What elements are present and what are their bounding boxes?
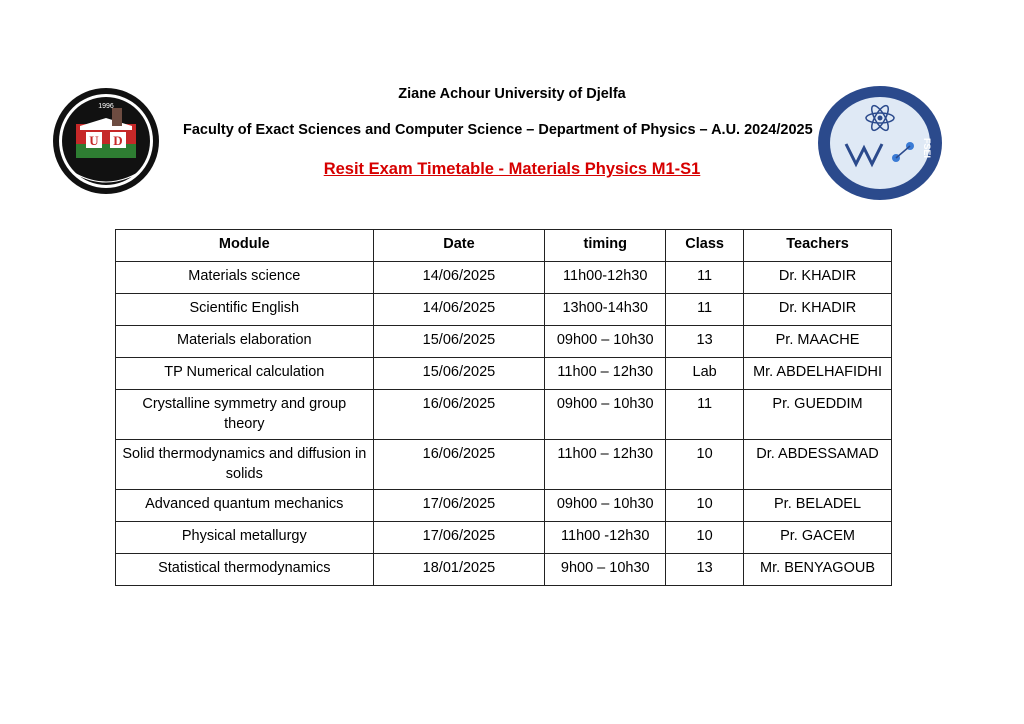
table-row xyxy=(116,358,892,390)
module-cell: Statistical thermodynamics xyxy=(116,554,374,586)
page-title: Resit Exam Timetable - Materials Physics M1-S1 xyxy=(323,160,701,178)
column-header-module: Module xyxy=(116,230,374,262)
class-cell: 11 xyxy=(666,262,744,294)
date-cell: 14/06/2025 xyxy=(373,294,545,326)
timing-cell: 13h00-14h30 xyxy=(545,294,666,326)
date-cell: 16/06/2025 xyxy=(373,390,545,440)
date-cell: 14/06/2025 xyxy=(373,262,545,294)
timing-cell: 11h00 – 12h30 xyxy=(545,358,666,390)
module-cell: Scientific English xyxy=(116,294,374,326)
svg-text:FSEI: FSEI xyxy=(922,137,932,159)
timing-cell: 09h00 – 10h30 xyxy=(545,326,666,358)
timing-cell: 09h00 – 10h30 xyxy=(545,390,666,440)
timing-cell: 9h00 – 10h30 xyxy=(545,554,666,586)
teacher-cell: Pr. BELADEL xyxy=(744,490,892,522)
date-cell: 15/06/2025 xyxy=(373,326,545,358)
table-header-row xyxy=(116,230,892,262)
table-row xyxy=(116,390,892,440)
timing-cell: 11h00 -12h30 xyxy=(545,522,666,554)
table-row xyxy=(116,262,892,294)
module-cell: Advanced quantum mechanics xyxy=(116,490,374,522)
svg-text:D: D xyxy=(113,133,123,148)
module-cell: Solid thermodynamics and diffusion in solids xyxy=(116,440,374,490)
exam-timetable xyxy=(115,229,892,586)
university-djelfa-logo xyxy=(46,86,166,196)
table-row xyxy=(116,294,892,326)
teacher-cell: Dr. KHADIR xyxy=(744,262,892,294)
column-header-timing: timing xyxy=(545,230,666,262)
teacher-cell: Dr. KHADIR xyxy=(744,294,892,326)
teacher-cell: Mr. BENYAGOUB xyxy=(744,554,892,586)
date-cell: 15/06/2025 xyxy=(373,358,545,390)
table-row xyxy=(116,440,892,490)
class-cell: 13 xyxy=(666,326,744,358)
table-row xyxy=(116,554,892,586)
class-cell: 10 xyxy=(666,490,744,522)
timing-cell: 09h00 – 10h30 xyxy=(545,490,666,522)
class-cell: 10 xyxy=(666,440,744,490)
teacher-cell: Mr. ABDELHAFIDHI xyxy=(744,358,892,390)
date-cell: 17/06/2025 xyxy=(373,522,545,554)
column-header-class: Class xyxy=(666,230,744,262)
class-cell: Lab xyxy=(666,358,744,390)
class-cell: 10 xyxy=(666,522,744,554)
date-cell: 18/01/2025 xyxy=(373,554,545,586)
class-cell: 13 xyxy=(666,554,744,586)
teacher-cell: Pr. GUEDDIM xyxy=(744,390,892,440)
table-row xyxy=(116,490,892,522)
table-row xyxy=(116,522,892,554)
faculty-department-line: Faculty of Exact Sciences and Computer Science – Department of Physics – A.U. 2024/2025 xyxy=(183,122,813,138)
class-cell: 11 xyxy=(666,294,744,326)
date-cell: 16/06/2025 xyxy=(373,440,545,490)
university-name: Ziane Achour University of Djelfa xyxy=(398,86,626,102)
teacher-cell: Dr. ABDESSAMAD xyxy=(744,440,892,490)
table-row xyxy=(116,326,892,358)
svg-text:U: U xyxy=(89,133,99,148)
module-cell: Materials science xyxy=(116,262,374,294)
module-cell: Physical metallurgy xyxy=(116,522,374,554)
module-cell: Crystalline symmetry and group theory xyxy=(116,390,374,440)
class-cell: 11 xyxy=(666,390,744,440)
module-cell: Materials elaboration xyxy=(116,326,374,358)
timing-cell: 11h00-12h30 xyxy=(545,262,666,294)
svg-text:1996: 1996 xyxy=(98,103,114,110)
module-cell: TP Numerical calculation xyxy=(116,358,374,390)
column-header-date: Date xyxy=(373,230,545,262)
column-header-teachers: Teachers xyxy=(744,230,892,262)
teacher-cell: Pr. GACEM xyxy=(744,522,892,554)
teacher-cell: Pr. MAACHE xyxy=(744,326,892,358)
timing-cell: 11h00 – 12h30 xyxy=(545,440,666,490)
date-cell: 17/06/2025 xyxy=(373,490,545,522)
